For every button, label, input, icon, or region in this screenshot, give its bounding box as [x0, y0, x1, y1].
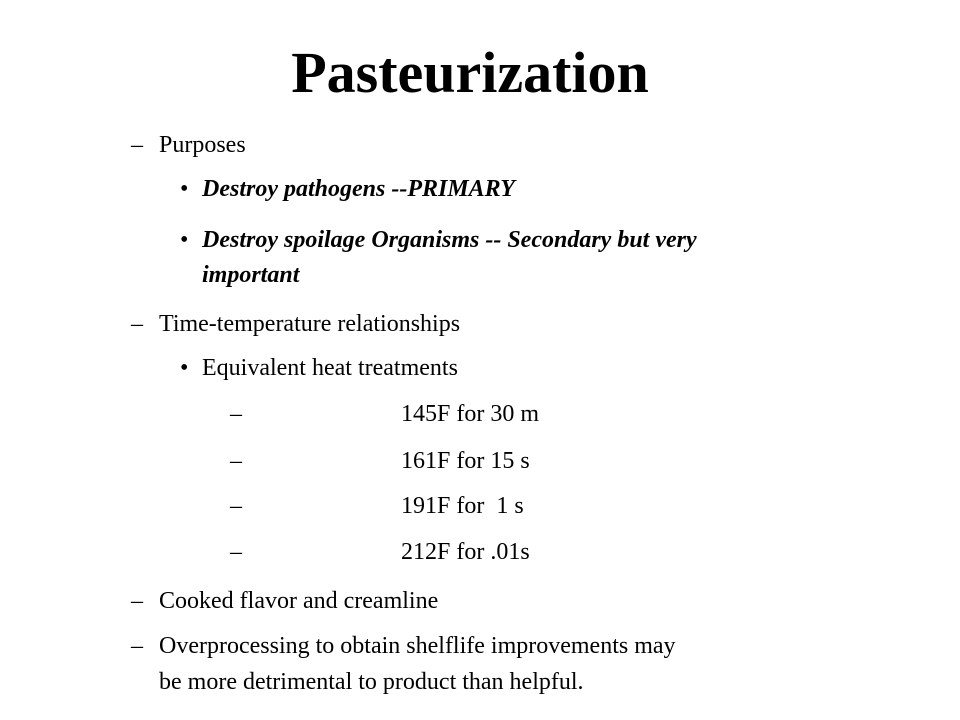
dash-marker: – — [131, 311, 143, 337]
equivalent-heat-label: Equivalent heat treatments — [202, 355, 458, 381]
dash-marker: – — [230, 493, 242, 519]
slide-title: Pasteurization — [291, 40, 649, 105]
treatment-161f: 161F for 15 s — [401, 448, 530, 474]
overprocessing-line2: be more detrimental to product than helpful. — [159, 669, 584, 695]
dash-marker: – — [131, 588, 143, 614]
bullet-marker: • — [180, 176, 189, 202]
treatment-212f: 212F for .01s — [401, 539, 530, 565]
treatment-191f: 191F for 1 s — [401, 493, 524, 519]
purpose-spoilage-cont: important — [202, 262, 300, 288]
cooked-flavor-text: Cooked flavor and creamline — [159, 588, 439, 614]
bullet-marker: • — [180, 227, 189, 253]
treatment-145f: 145F for 30 m — [401, 401, 539, 427]
purposes-label: Purposes — [159, 132, 246, 158]
purpose-spoilage: Destroy spoilage Organisms -- Secondary but very — [202, 227, 697, 253]
dash-marker: – — [230, 448, 242, 474]
time-temp-label: Time-temperature relationships — [159, 311, 461, 337]
overprocessing-line1: Overprocessing to obtain shelflife improvements may — [159, 633, 676, 659]
bullet-marker: • — [180, 355, 189, 381]
dash-marker: – — [230, 539, 242, 565]
dash-marker: – — [230, 401, 242, 427]
dash-marker: – — [131, 633, 143, 659]
dash-marker: – — [131, 132, 143, 158]
purpose-pathogens: Destroy pathogens --PRIMARY — [202, 176, 515, 202]
